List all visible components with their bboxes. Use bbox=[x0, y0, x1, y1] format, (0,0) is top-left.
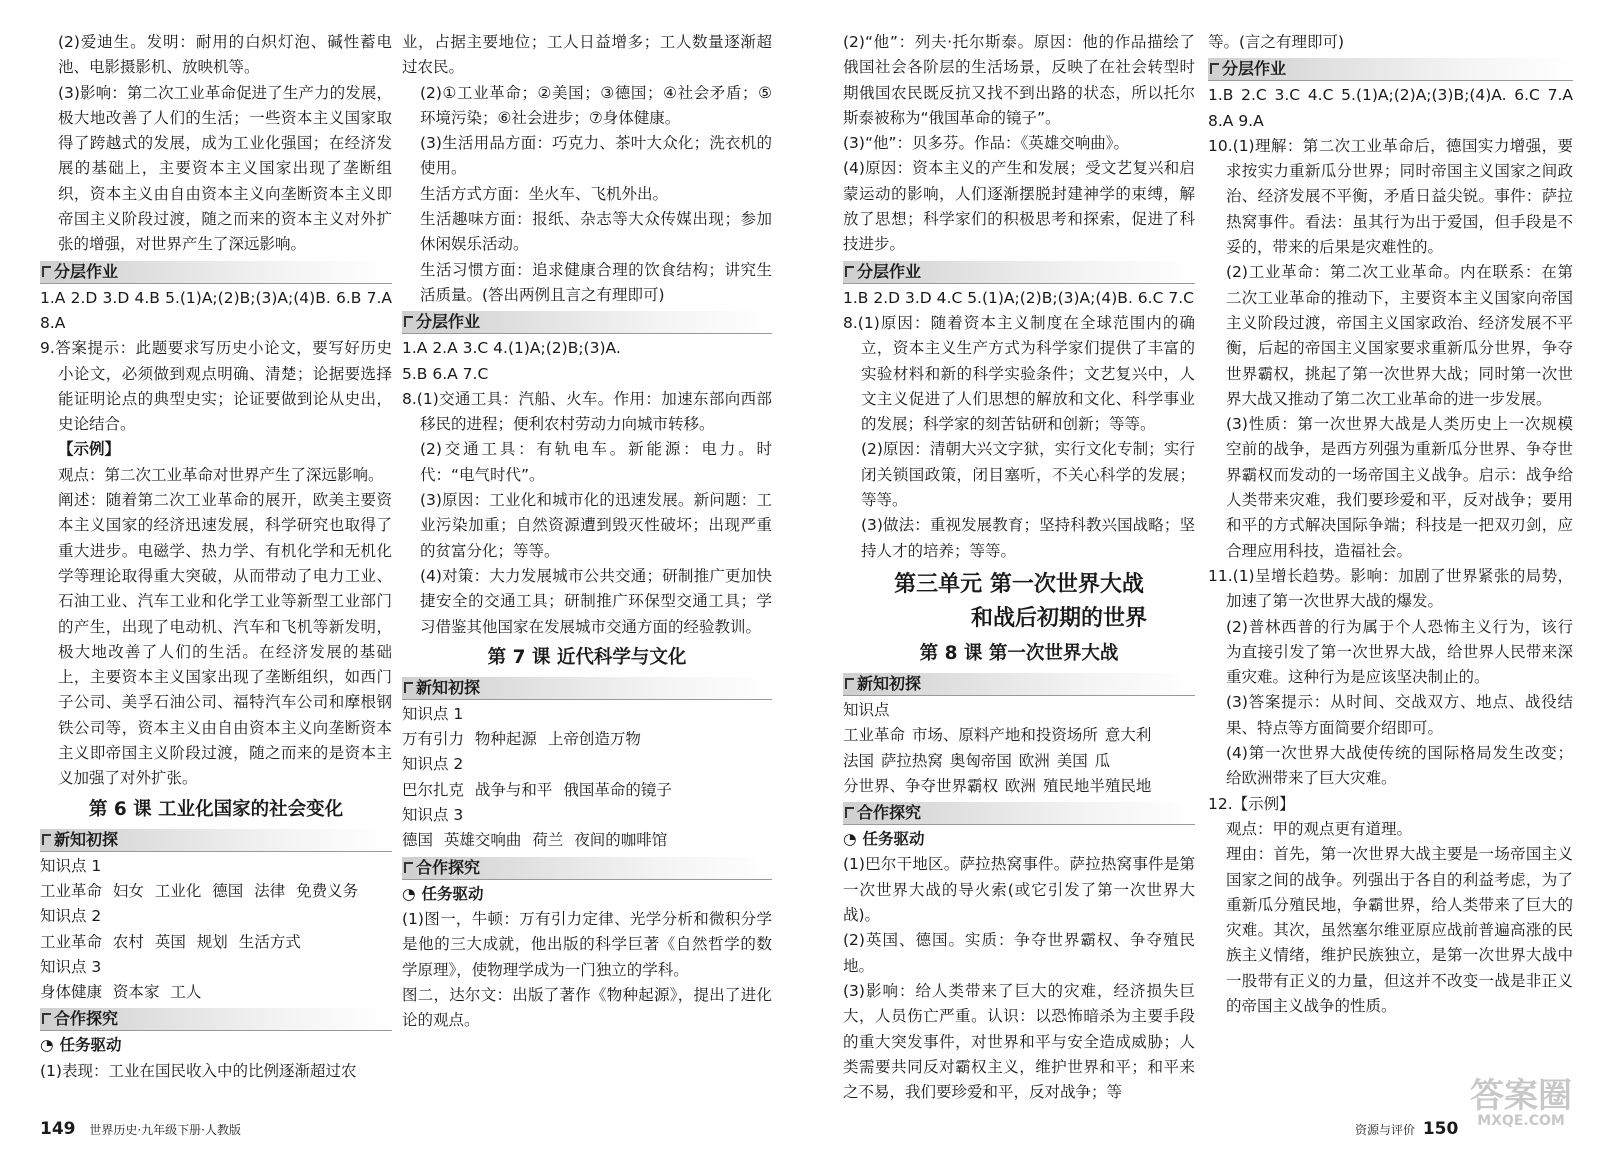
answer-item: 8.(1)交通工具：汽船、火车。作用：加速东部向西部移民的进程；便利农村劳动力向城市转移。 bbox=[402, 389, 772, 434]
paragraph: 阐述：随着第二次工业革命的展开，欧美主要资本主义国家的经济迅速发展，科学研究也取得了重大进步。电磁学、热力学、有机化学和无机化学等理论取得重大突破，从而带动了电力工业、石油工业、汽车工业和化学工业等新型工业部门的产生，出现了电动机、汽车和飞机等新发明，极大地改善了人们的生活。在经济发展的基础上，主要资本主义国家出现了垄断组织，如西门子公司、美孚石油公司、福特汽车公司和摩根钢铁公司等，资本主义由自由资本主义向垄断资本主义即帝国主义阶段过渡，随之而来的是资本主义加强了对外扩张。 bbox=[58, 491, 392, 788]
paragraph: (2)普林西普的行为属于个人恐怖主义行为，该行为直接引发了第一次世界大战，给世界人民带来深重灾难。这种行为是应该坚决制止的。 bbox=[1226, 617, 1573, 687]
knowledge-point-label: 知识点 1 bbox=[40, 856, 102, 875]
task-label: ◔ 任务驱动 bbox=[843, 827, 1195, 852]
section-header-new-knowledge: 新知初探 bbox=[843, 673, 1195, 696]
paragraph: (3)生活用品方面：巧克力、茶叶大众化；洗衣机的使用。 bbox=[420, 134, 772, 178]
knowledge-point-label: 知识点 1 bbox=[402, 704, 464, 723]
paragraph: (3)原因：工业化和城市化的迅速发展。新问题：工业污染加重；自然资源遭到毁灭性破坏；出现严重的贫富分化；等等。 bbox=[420, 491, 772, 560]
task-label: ◔ 任务驱动 bbox=[402, 882, 772, 907]
keyword-line: 身体健康 资本家 工人 bbox=[40, 983, 202, 1002]
column-4 bbox=[1208, 30, 1573, 1019]
answer-line: 5.B 6.A 7.C bbox=[402, 364, 489, 383]
footer-left bbox=[40, 1119, 241, 1139]
column-1 bbox=[40, 30, 392, 1084]
answer-line: 1.A 2.D 3.D 4.B 5.(1)A;(2)B;(3)A;(4)B. 6.B 7.A 8.A bbox=[40, 288, 392, 332]
lesson-title: 第 7 课 近代科学与文化 bbox=[487, 646, 687, 668]
paragraph: 业，占据主要地位；工人日益增多；工人数量逐渐超过农民。 bbox=[402, 33, 772, 77]
paragraph: (2)交通工具：有轨电车。新能源：电力。时代：“电气时代”。 bbox=[420, 440, 772, 484]
paragraph: (4)原因：资本主义的产生和发展；受文艺复兴和启蒙运动的影响，人们逐渐摆脱封建神学的束缚，解放了思想；科学家们的积极思考和探索，促进了科技进步。 bbox=[843, 159, 1195, 254]
knowledge-point-label: 知识点 bbox=[843, 700, 890, 719]
section-header-cooperation: 合作探究 bbox=[40, 1008, 392, 1031]
watermark-logo bbox=[1470, 1076, 1572, 1129]
section-header-layered-homework: 分层作业 bbox=[1208, 58, 1573, 81]
paragraph: (2)英国、德国。实质：争夺世界霸权、争夺殖民地。 bbox=[843, 931, 1195, 975]
keyword-line: 工业革命 妇女 工业化 德国 法律 免费义务 bbox=[40, 881, 359, 900]
answer-line: 1.B 2.D 3.D 4.C 5.(1)A;(2)B;(3)A;(4)B. 6.C 7.C bbox=[843, 288, 1194, 307]
section-header-layered-homework: 分层作业 bbox=[402, 311, 772, 334]
section-header-cooperation: 合作探究 bbox=[843, 802, 1195, 825]
paragraph: (1)巴尔干地区。萨拉热窝事件。萨拉热窝事件是第一次世界大战的导火索(或它引发了第一次世界大战)。 bbox=[843, 855, 1195, 925]
paragraph: (1)图一，牛顿：万有引力定律、光学分析和微积分学是他的三大成就，他出版的科学巨著《自然哲学的数学原理》，使物理学成为一门独立的学科。 bbox=[402, 909, 772, 979]
answer-line: 1.A 2.A 3.C 4.(1)A;(2)B;(3)A. bbox=[402, 339, 621, 358]
paragraph: (4)第一次世界大战使传统的国际格局发生改变；给欧洲带来了巨大灾难。 bbox=[1226, 744, 1573, 788]
footer-right bbox=[1355, 1119, 1458, 1139]
knowledge-point-label: 知识点 3 bbox=[402, 806, 464, 825]
paragraph: (3)“他”：贝多芬。作品：《英雄交响曲》。 bbox=[843, 134, 1130, 153]
paragraph: (3)性质：第一次世界大战是人类历史上一次规模空前的战争，是西方列强为重新瓜分世界、争夺世界霸权而发动的一场帝国主义战争。启示：战争给人类带来灾难，我们要珍爱和平，反对战争；要用和平的方式解决国际争端；科技是一把双刃剑，应合理应用科技，造福社会。 bbox=[1226, 415, 1573, 560]
watermark-text: 答案圈 bbox=[1470, 1076, 1572, 1116]
paragraph: (3)做法：重视发展教育；坚持科教兴国战略；坚持人才的培养；等等。 bbox=[861, 516, 1195, 560]
knowledge-point-label: 知识点 2 bbox=[402, 755, 464, 774]
unit-title: 第三单元 第一次世界大战 bbox=[894, 571, 1144, 597]
paragraph: 图二，达尔文：出版了著作《物种起源》，提出了进化论的观点。 bbox=[402, 985, 772, 1030]
lesson-title: 第 8 课 第一次世界大战 bbox=[919, 642, 1119, 664]
answer-item: 11.(1)呈增长趋势。影响：加剧了世界紧张的局势，加速了第一次世界大战的爆发。 bbox=[1208, 566, 1573, 611]
keyword-line: 工业革命 农村 英国 规划 生活方式 bbox=[40, 932, 301, 951]
keyword-line: 巴尔扎克 战争与和平 俄国革命的镜子 bbox=[402, 780, 672, 799]
watermark-url: MXQE.COM bbox=[1477, 1113, 1565, 1129]
answer-item: 8.(1)原因：随着资本主义制度在全球范围内的确立，资本主义生产方式为科学家们提供了丰富的实验材料和新的科学实验条件；文艺复兴中，人文主义促进了人们思想的解放和文化、科学事业的发展；科学家的刻苦钻研和创新；等等。 bbox=[843, 313, 1195, 434]
section-header-layered-homework: 分层作业 bbox=[40, 261, 392, 284]
section-header-layered-homework: 分层作业 bbox=[843, 261, 1195, 284]
paragraph: (2)①工业革命；②美国；③德国；④社会矛盾；⑤环境污染；⑥社会进步；⑦身体健康。 bbox=[420, 83, 772, 127]
answer-item: 12.【示例】 bbox=[1208, 794, 1295, 813]
example-label: 【示例】 bbox=[58, 440, 121, 459]
answer-item: 10.(1)理解：第二次工业革命后，德国实力增强，要求按实力重新瓜分世界；同时帝国主义国家之间政治、经济发展不平衡，矛盾日益尖锐。事件：萨拉热窝事件。看法：虽其行为出于爱国，但手段是不妥的，带来的后果是灾难性的。 bbox=[1208, 136, 1573, 257]
section-header-cooperation: 合作探究 bbox=[402, 857, 772, 880]
knowledge-point-label: 知识点 3 bbox=[40, 957, 102, 976]
footer-tag: 资源与评价 bbox=[1355, 1123, 1416, 1137]
paragraph: 生活方式方面：坐火车、飞机外出。 bbox=[420, 184, 669, 203]
paragraph: 等。(言之有理即可) bbox=[1208, 33, 1345, 51]
paragraph: (2)原因：清朝大兴文字狱，实行文化专制；实行闭关锁国政策，闭目塞听，不关心科学的发展；等等。 bbox=[861, 440, 1195, 510]
paragraph: (2)爱迪生。发明：耐用的白炽灯泡、碱性蓄电池、电影摄影机、放映机等。 bbox=[58, 33, 392, 77]
paragraph: 理由：首先，第一次世界大战主要是一场帝国主义国家之间的战争。列强出于各自的利益考虑，为了重新瓜分殖民地，争霸世界，给人类带来了巨大的灾难。其次，虽然塞尔维亚原应战前普遍高涨的民族主义情绪，维护民族独立，是第一次世界大战中一股带有正义的力量，但这并不改变一战是非正义的帝国主义战争的性质。 bbox=[1226, 845, 1573, 1015]
paragraph: 生活习惯方面：追求健康合理的饮食结构；讲究生活质量。(答出两例且言之有理即可) bbox=[420, 260, 772, 304]
answer-item: 9.答案提示：此题要求写历史小论文，要写好历史小论文，必须做到观点明确、清楚；论据要选择能证明论点的典型史实；论证要做到论从史出，史论结合。 bbox=[40, 339, 392, 434]
page-number-left: 149 bbox=[40, 1119, 76, 1139]
paragraph: 生活趣味方面：报纸、杂志等大众传媒出现；参加休闲娱乐活动。 bbox=[420, 210, 772, 254]
paragraph: (2)工业革命：第二次工业革命。内在联系：在第二次工业革命的推动下，主要资本主义国家向帝国主义阶段过渡，帝国主义国家政治、经济发展不平衡，后起的帝国主义国家要求重新瓜分世界，争夺世界霸权，挑起了第一次世界大战；同时第一次世界大战又推动了第二次工业革命的进一步发展。 bbox=[1226, 263, 1573, 408]
column-3 bbox=[843, 30, 1195, 1105]
paragraph: 观点：甲的观点更有道理。 bbox=[1226, 819, 1413, 838]
section-header-new-knowledge: 新知初探 bbox=[402, 677, 772, 700]
paragraph: (4)对策：大力发展城市公共交通；研制推广更加快捷安全的交通工具；研制推广环保型交通工具；学习借鉴其他国家在发展城市交通方面的经验教训。 bbox=[420, 566, 772, 636]
paragraph: (3)影响：第二次工业革命促进了生产力的发展，极大地改善了人们的生活；一些资本主义国家取得了跨越式的发展，成为工业化强国；在经济发展的基础上，主要资本主义国家出现了垄断组织，资本主义由自由资本主义向垄断资本主义即帝国主义阶段过渡，随之而来的资本主义对外扩张的增强，对世界产生了深远影响。 bbox=[58, 83, 392, 254]
section-header-new-knowledge: 新知初探 bbox=[40, 829, 392, 852]
column-2 bbox=[402, 30, 772, 1033]
knowledge-point-label: 知识点 2 bbox=[40, 907, 102, 926]
page-number-right: 150 bbox=[1422, 1119, 1459, 1139]
keyword-line: 法国 萨拉热窝 奥匈帝国 欧洲 美国 瓜 bbox=[843, 751, 1111, 770]
answer-line: 1.B 2.C 3.C 4.C 5.(1)A;(2)A;(3)B;(4)A. 6.C 7.A 8.A 9.A bbox=[1208, 86, 1573, 130]
paragraph: (3)影响：给人类带来了巨大的灾难，经济损失巨大，人员伤亡严重。认识：以恐怖暗杀为主要手段的重大突发事件，对世界和平与安全造成威胁；人类需要共同反对霸权主义，维护世界和平；和平来之不易，我们要珍爱和平，反对战争；等 bbox=[843, 981, 1195, 1102]
paragraph: 观点：第二次工业革命对世界产生了深远影响。 bbox=[58, 465, 384, 484]
paragraph: (3)答案提示：从时间、交战双方、地点、战役结果、特点等方面简要介绍即可。 bbox=[1226, 693, 1573, 737]
lesson-title: 第 6 课 工业化国家的社会变化 bbox=[88, 798, 344, 820]
unit-subtitle: 和战后初期的世界 bbox=[970, 605, 1147, 631]
keyword-line: 分世界、争夺世界霸权 欧洲 殖民地半殖民地 bbox=[843, 776, 1152, 795]
book-title: 世界历史·九年级下册·人教版 bbox=[89, 1123, 241, 1137]
paragraph: (2)“他”：列夫·托尔斯泰。原因：他的作品描绘了俄国社会各阶层的生活场景，反映了在社会转型时期俄国农民既反抗又找不到出路的状态，所以托尔斯泰被称为“俄国革命的镜子”。 bbox=[843, 33, 1195, 127]
paragraph: (1)表现：工业在国民收入中的比例逐渐超过农 bbox=[40, 1061, 357, 1080]
keyword-line: 工业革命 市场、原料产地和投资场所 意大利 bbox=[843, 726, 1152, 745]
task-label: ◔ 任务驱动 bbox=[40, 1033, 392, 1058]
keyword-line: 德国 英雄交响曲 荷兰 夜间的咖啡馆 bbox=[402, 831, 668, 850]
keyword-line: 万有引力 物种起源 上帝创造万物 bbox=[402, 730, 641, 749]
